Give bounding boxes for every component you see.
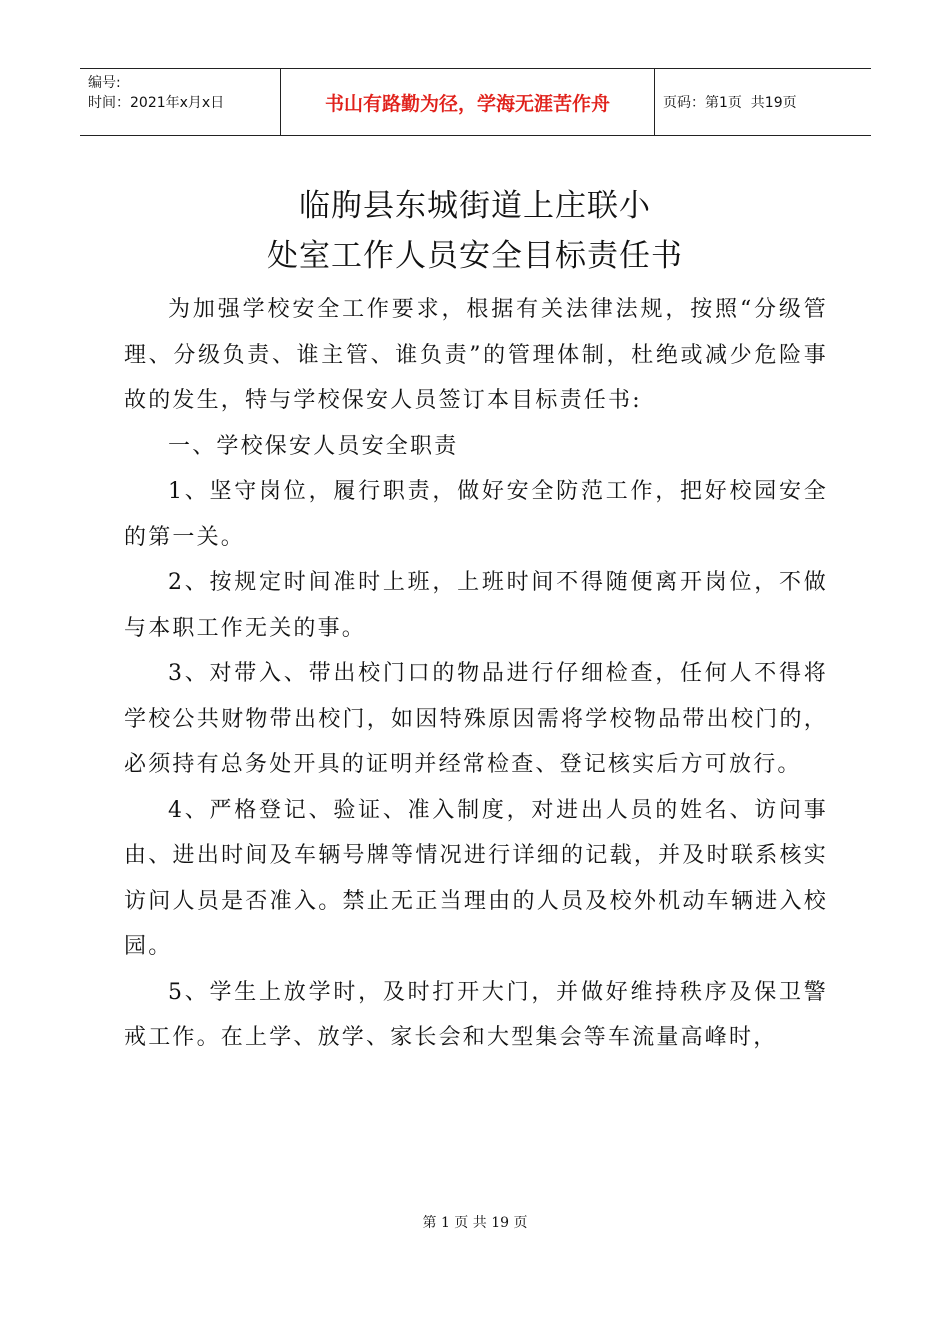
motto-text: 书山有路勤为径，学海无涯苦作舟: [324, 92, 610, 115]
paragraph-item-4: 4、严格登记、验证、准入制度，对进出人员的姓名、访问事由、进出时间及车辆号牌等情况进行详细的记载，并及时联系核实访问人员是否准入。禁止无正当理由的人员及校外机动车辆进入校园。: [124, 797, 828, 959]
header-motto: [281, 69, 655, 135]
document-title-line-1: 临朐县东城街道上庄联小: [299, 188, 651, 224]
section-heading: 一、学校保安人员安全职责: [168, 433, 459, 459]
page-info-text: 页码：第1页 共19页: [663, 95, 797, 111]
document-body: [124, 287, 828, 1061]
page-footer: 第 1 页 共 19 页: [422, 1215, 528, 1231]
page-header: [80, 68, 871, 136]
paragraph-item-3: 3、对带入、带出校门口的物品进行仔细检查，任何人不得将学校公共财物带出校门，如因特殊原因需将学校物品带出校门的，必须持有总务处开具的证明并经常检查、登记核实后方可放行。: [124, 661, 828, 777]
header-page-info: [655, 69, 871, 135]
header-meta: [80, 69, 281, 135]
paragraph-intro: 为加强学校安全工作要求，根据有关法律法规，按照“分级管理、分级负责、谁主管、谁负责”的管理体制，杜绝或减少危险事故的发生，特与学校保安人员签订本目标责任书:: [124, 297, 828, 413]
paragraph-item-2: 2、按规定时间准时上班，上班时间不得随便离开岗位，不做与本职工作无关的事。: [124, 570, 828, 641]
document-title-line-2: 处室工作人员安全目标责任书: [267, 238, 683, 274]
time-label: 时间：2021年x月x日: [88, 95, 225, 111]
paragraph-item-1: 1、坚守岗位，履行职责，做好安全防范工作，把好校园安全的第一关。: [124, 479, 828, 550]
paragraph-item-5: 5、学生上放学时，及时打开大门，并做好维持秩序及保卫警戒工作。在上学、放学、家长会和大型集会等车流量高峰时，: [124, 979, 828, 1050]
number-label: 编号:: [88, 75, 121, 91]
